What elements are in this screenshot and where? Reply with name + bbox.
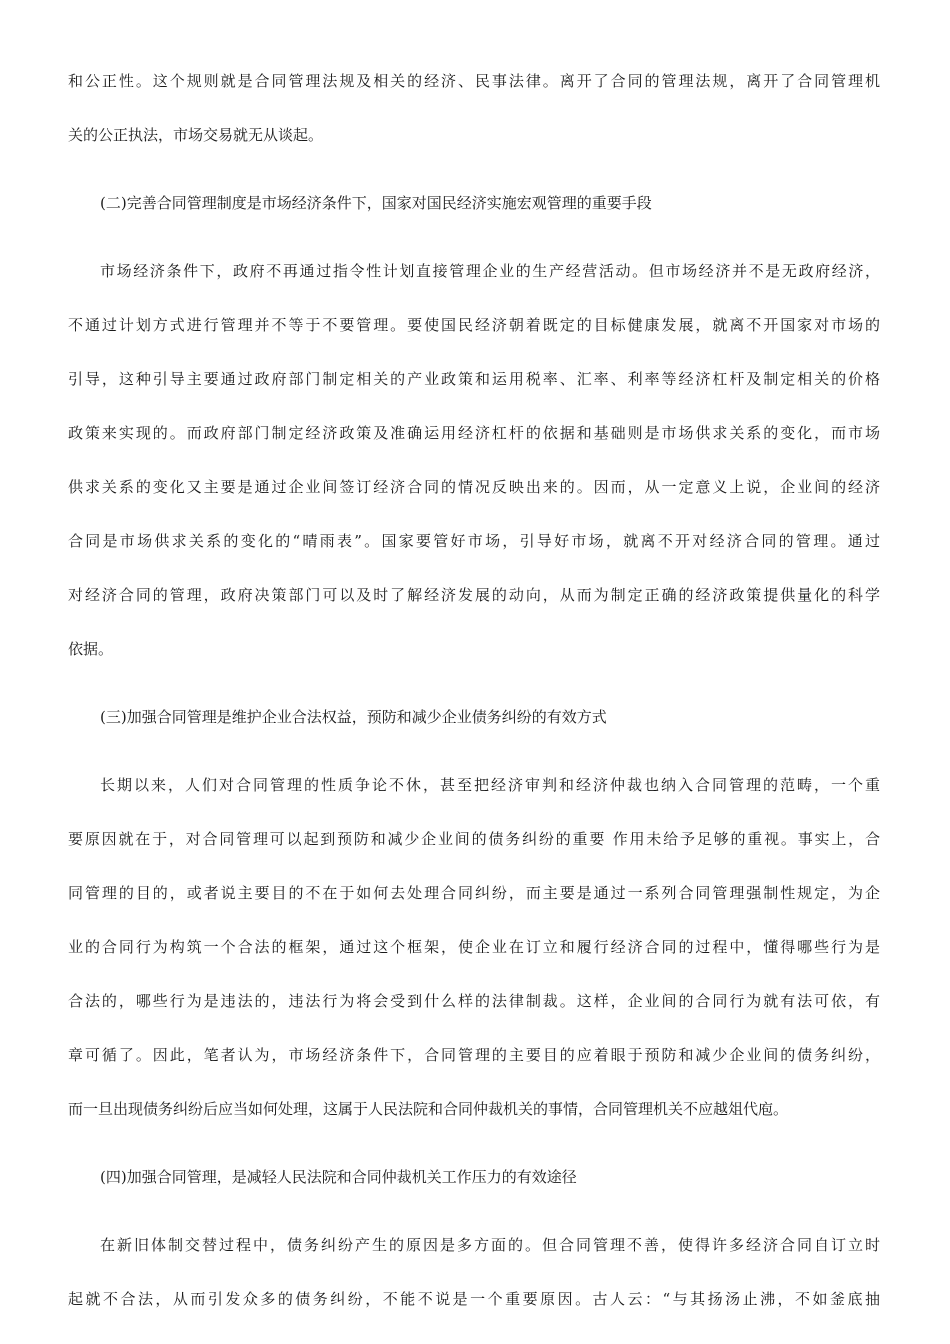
- paragraph-line: 不通过计划方式进行管理并不等于不要管理。要使国民经济朝着既定的目标健康发展，就离不开国家对市场的: [68, 316, 880, 334]
- paragraph-line: 同管理的目的，或者说主要目的不在于如何去处理合同纠纷，而主要是通过一系列合同管理强制性规定，为企: [68, 884, 880, 902]
- paragraph-line: 供求关系的变化又主要是通过企业间签订经济合同的情况反映出来的。因而，从一定意义上说，企业间的经济: [68, 478, 880, 496]
- paragraph-line: 市场经济条件下，政府不再通过指令性计划直接管理企业的生产经营活动。但市场经济并不是无政府经济，: [100, 262, 880, 280]
- paragraph-line: 合同是市场供求关系的变化的“晴雨表”。国家要管好市场，引导好市场，就离不开对经济合同的管理。通过: [68, 532, 880, 550]
- paragraph-line: 合法的，哪些行为是违法的，违法行为将会受到什么样的法律制裁。这样，企业间的合同行为就有法可依，有: [68, 992, 880, 1010]
- paragraph-line: 而一旦出现债务纠纷后应当如何处理，这属于人民法院和合同仲裁机关的事情，合同管理机关不应越俎代庖。: [68, 1100, 789, 1118]
- paragraph-line: 业的合同行为构筑一个合法的框架，通过这个框架，使企业在订立和履行经济合同的过程中，懂得哪些行为是: [68, 938, 880, 956]
- paragraph-line: 章可循了。因此，笔者认为，市场经济条件下，合同管理的主要目的应着眼于预防和减少企业间的债务纠纷，: [68, 1046, 880, 1064]
- paragraph-line: 在新旧体制交替过程中，债务纠纷产生的原因是多方面的。但合同管理不善，使得许多经济合同自订立时: [100, 1236, 880, 1254]
- paragraph-line: 政策来实现的。而政府部门制定经济政策及准确运用经济杠杆的依据和基础则是市场供求关系的变化，而市场: [68, 424, 880, 442]
- paragraph-line: 引导，这种引导主要通过政府部门制定相关的产业政策和运用税率、汇率、利率等经济杠杆及制定相关的价格: [68, 370, 880, 388]
- paragraph-line: 对经济合同的管理，政府决策部门可以及时了解经济发展的动向，从而为制定正确的经济政策提供量化的科学: [68, 586, 880, 604]
- section-heading: (三)加强合同管理是维护企业合法权益，预防和减少企业债务纠纷的有效方式: [100, 708, 607, 726]
- paragraph-line: 要原因就在于，对合同管理可以起到预防和减少企业间的债务纠纷的重要 作用未给予足够的重视。事实上，合: [68, 830, 880, 848]
- paragraph-line: 关的公正执法，市场交易就无从谈起。: [68, 126, 324, 144]
- section-heading: (二)完善合同管理制度是市场经济条件下，国家对国民经济实施宏观管理的重要手段: [100, 194, 652, 212]
- paragraph-line: 长期以来，人们对合同管理的性质争论不休，甚至把经济审判和经济仲裁也纳入合同管理的范畴，一个重: [100, 776, 880, 794]
- section-heading: (四)加强合同管理，是减轻人民法院和合同仲裁机关工作压力的有效途径: [100, 1168, 577, 1186]
- paragraph-line: 和公正性。这个规则就是合同管理法规及相关的经济、民事法律。离开了合同的管理法规，离开了合同管理机: [68, 72, 880, 90]
- paragraph-line: 起就不合法，从而引发众多的债务纠纷，不能不说是一个重要原因。古人云：“与其扬汤止沸，不如釜底抽: [68, 1290, 880, 1308]
- paragraph-line: 依据。: [68, 640, 114, 658]
- document-page: [68, 71, 880, 1343]
